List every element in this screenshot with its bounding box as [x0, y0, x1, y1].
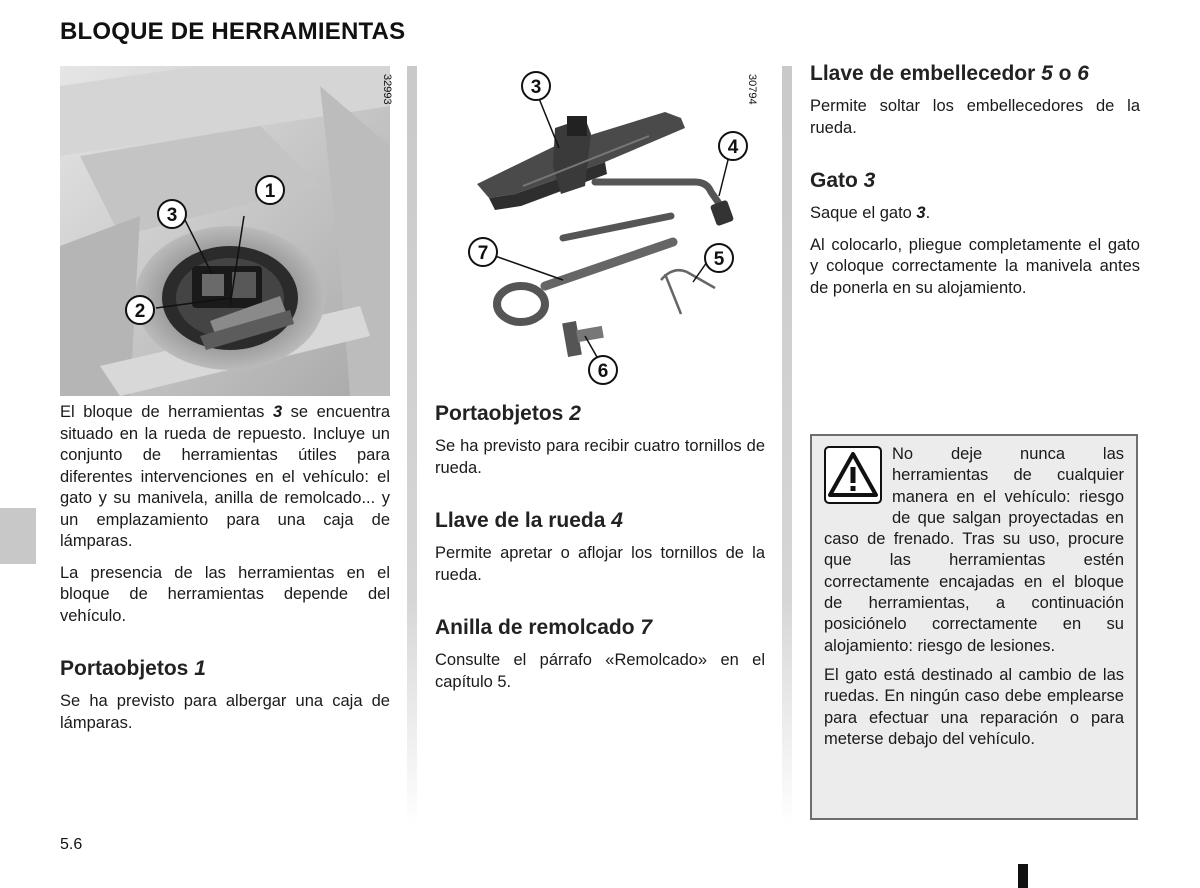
svg-text:1: 1	[264, 181, 276, 202]
figure-id: 30794	[746, 74, 758, 105]
presence-paragraph: La presencia de las herramientas en el bloque de herramientas depende del vehículo.	[60, 563, 390, 625]
section-title-llave-rueda: Llave de la rueda 4	[435, 509, 623, 532]
section-title-anilla-remolcado: Anilla de remolcado 7	[435, 616, 653, 639]
section-title-portaobjetos-2: Portaobjetos 2	[435, 402, 581, 425]
section-title-gato: Gato 3	[810, 169, 876, 192]
callout-6	[589, 356, 617, 384]
svg-text:3: 3	[166, 205, 178, 226]
intro-paragraph: El bloque de herramientas 3 se encuentra situado en la rueda de repuesto. Incluye un conjunto de herramientas útiles para diferentes intervenciones en el vehículo: el gato y su manivela, anilla de remolcado... y un emplazamiento para una caja de lámparas.	[60, 403, 390, 550]
section-text-gato-1: Saque el gato 3.	[810, 204, 931, 222]
svg-text:6: 6	[597, 361, 609, 382]
page-title: BLOQUE DE HERRAMIENTAS	[60, 18, 406, 45]
callout-1	[256, 176, 284, 204]
page-number: 5.6	[60, 836, 83, 853]
section-title-portaobjetos-1: Portaobjetos 1	[60, 657, 206, 680]
warning-text-2: El gato está destinado al cambio de las ruedas. En ningún caso debe emplearse para efectuar una reparación o para meterse debajo del vehículo.	[824, 665, 1124, 748]
warning-triangle-icon	[824, 446, 882, 504]
figure-id: 32993	[381, 74, 393, 105]
callout-4	[719, 132, 747, 160]
column-1	[60, 402, 390, 744]
column-3	[810, 62, 1140, 309]
svg-text:3: 3	[530, 77, 542, 98]
section-title-llave-embellecedor: Llave de embellecedor 5 o 6	[810, 62, 1089, 85]
callout-3	[522, 72, 550, 100]
section-text-gato-2: Al colocarlo, pliegue completamente el gato y coloque correctamente la manivela antes de ponerla en su alojamiento.	[810, 235, 1140, 297]
callout-2	[126, 296, 154, 324]
warning-box	[810, 434, 1138, 820]
chapter-tab	[0, 508, 36, 564]
section-text-llave-embellecedor: Permite soltar los embellecedores de la rueda.	[810, 97, 1140, 137]
section-text-portaobjetos-2: Se ha previsto para recibir cuatro tornillos de rueda.	[435, 437, 765, 477]
column-2	[435, 402, 765, 703]
svg-text:4: 4	[727, 137, 739, 158]
column-divider-1	[407, 66, 417, 826]
callout-7	[469, 238, 497, 266]
figure-tools	[435, 66, 765, 396]
section-text-llave-rueda: Permite apretar o aflojar los tornillos de la rueda.	[435, 544, 765, 584]
callout-3	[158, 200, 186, 228]
callout-5	[705, 244, 733, 272]
section-text-portaobjetos-1: Se ha previsto para albergar una caja de lámparas.	[60, 692, 390, 732]
svg-text:5: 5	[713, 249, 725, 270]
section-text-anilla-remolcado: Consulte el párrafo «Remolcado» en el capítulo 5.	[435, 651, 765, 691]
column-divider-2	[782, 66, 792, 826]
corner-marker	[1018, 864, 1028, 888]
svg-text:7: 7	[477, 243, 489, 264]
svg-text:2: 2	[134, 301, 146, 322]
warning-text-1: No deje nunca las herramientas de cualquier manera en el vehículo: riesgo de que salgan proyectadas en caso de frenado. Tras su uso, procure que las herramientas estén correctamente encajadas en el bloque de herramientas, a continuación posiciónelo correctamente en su alojamiento: riesgo de lesiones.	[824, 445, 1124, 655]
figure-trunk-tool-block	[60, 66, 393, 396]
